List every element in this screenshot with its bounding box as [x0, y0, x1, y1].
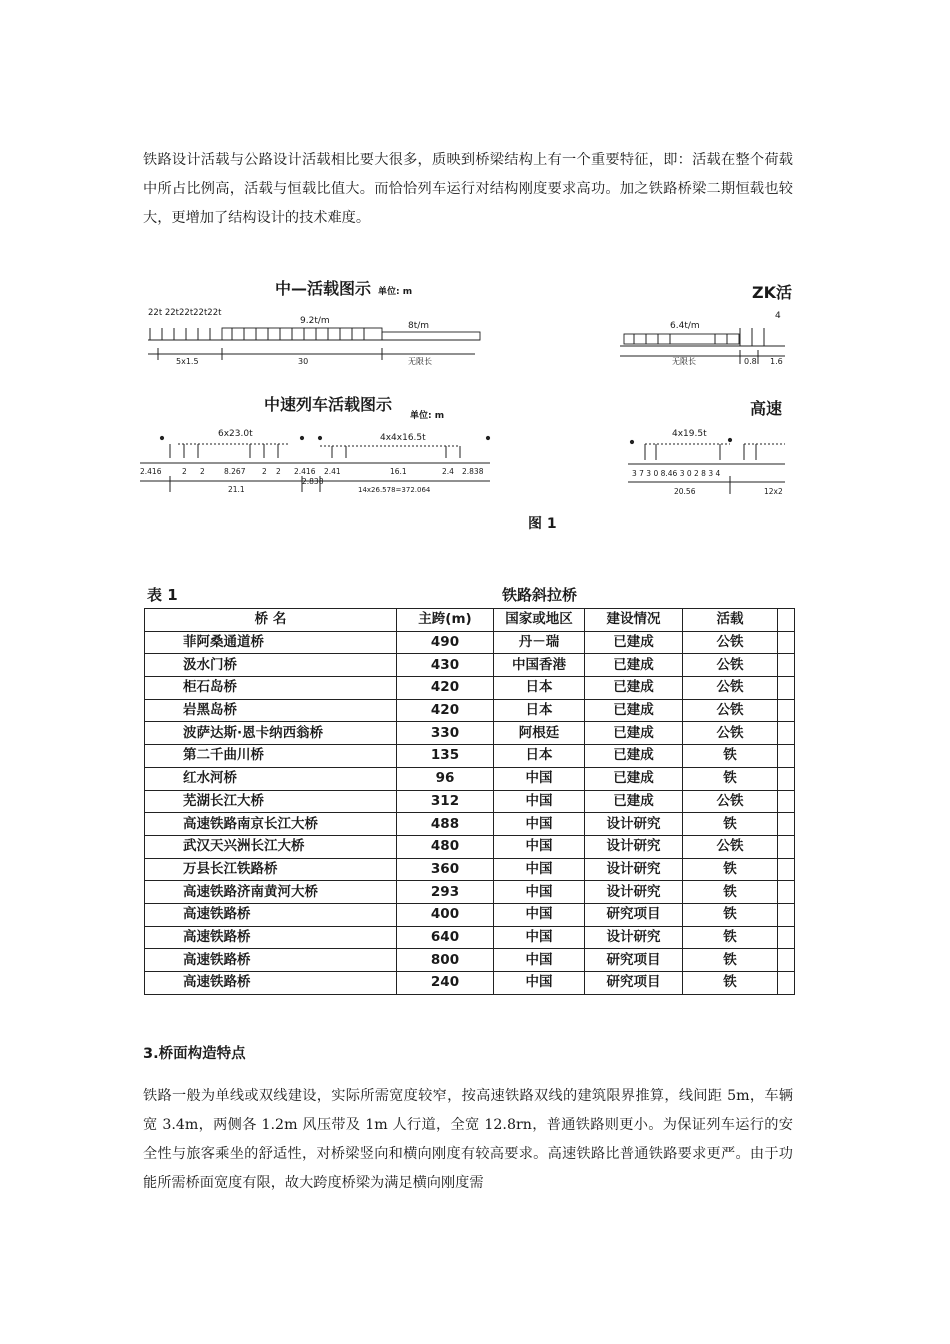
cell-name: 汲水门桥: [145, 654, 397, 677]
cell-name: 高速铁路南京长江大桥: [145, 813, 397, 836]
panel-zhongyi-uniform-2: 8t/m: [408, 321, 430, 331]
cell-cropped: [778, 903, 795, 926]
panel-zhongsu-dim-row2-2: 14x26.578=372.064: [358, 486, 431, 494]
cell-cropped: [778, 654, 795, 677]
panel-gaosu-dim-row2-1: 12x2: [764, 487, 783, 496]
cell-name: 柜石岛桥: [145, 677, 397, 700]
cell-span: 312: [397, 790, 494, 813]
table-row: [145, 677, 795, 700]
cell-name: 芜湖长江大桥: [145, 790, 397, 813]
cell-country: 中国: [494, 813, 585, 836]
header-span: 主跨(m): [397, 609, 494, 632]
panel-zhongsu-dim-0: 2.416: [140, 467, 162, 476]
cell-status: 设计研究: [585, 813, 683, 836]
cell-span: 488: [397, 813, 494, 836]
panel-zk-dim-1: 无限长: [672, 357, 696, 366]
cell-span: 490: [397, 631, 494, 654]
panel-zhongyi-uniform-1: 9.2t/m: [300, 316, 330, 326]
cell-cropped: [778, 699, 795, 722]
cell-name: 高速铁路桥: [145, 926, 397, 949]
cell-cropped: [778, 790, 795, 813]
panel-gaosu-dims-row1: 3 7 3 0 8.46 3 0 2 8 3 4: [632, 469, 721, 478]
cell-name: 岩黑岛桥: [145, 699, 397, 722]
cell-load: 公铁: [683, 631, 778, 654]
cell-status: 已建成: [585, 722, 683, 745]
header-load: 活载: [683, 609, 778, 632]
cell-status: 已建成: [585, 745, 683, 768]
table-row: [145, 699, 795, 722]
cell-cropped: [778, 767, 795, 790]
cell-name: 万县长江铁路桥: [145, 858, 397, 881]
cell-load: 铁: [683, 903, 778, 926]
panel-zk-load-right: 4: [775, 311, 781, 321]
panel-zhongyi-unit: 单位: m: [378, 287, 413, 297]
cell-country: 丹－瑞: [494, 631, 585, 654]
cell-name: 高速铁路桥: [145, 949, 397, 972]
panel-zhongyi-dim-3: 无限长: [408, 357, 432, 366]
cell-status: 已建成: [585, 631, 683, 654]
bridge-table: [144, 608, 795, 995]
cell-country: 中国: [494, 972, 585, 995]
cell-name: 高速铁路济南黄河大桥: [145, 881, 397, 904]
cell-load: 铁: [683, 881, 778, 904]
cell-cropped: [778, 813, 795, 836]
cell-status: 研究项目: [585, 903, 683, 926]
panel-zhongsu-dim-5: 2: [276, 467, 281, 476]
panel-zhongsu-load-diagram: [140, 395, 490, 494]
cell-status: 设计研究: [585, 858, 683, 881]
panel-zhongsu-dim-6: 2.416: [294, 467, 316, 476]
cell-cropped: [778, 926, 795, 949]
cell-span: 800: [397, 949, 494, 972]
cell-cropped: [778, 949, 795, 972]
panel-zhongsu-dim-3: 8.267: [224, 467, 246, 476]
table-row: [145, 722, 795, 745]
panel-zhongsu-dim-10: 2.838: [462, 467, 484, 476]
table-row: [145, 654, 795, 677]
cell-cropped: [778, 972, 795, 995]
panel-zk-title: ZK活: [752, 283, 793, 302]
cell-status: 已建成: [585, 790, 683, 813]
table-row: [145, 767, 795, 790]
cell-name: 武汉天兴洲长江大桥: [145, 835, 397, 858]
panel-zk-dim-3: 1.6: [770, 357, 783, 366]
panel-zhongyi-title: 中—活载图示: [275, 279, 372, 298]
panel-zhongsu-load-1: 6x23.0t: [218, 429, 253, 439]
cell-name: 高速铁路桥: [145, 972, 397, 995]
table-label: 表 1: [147, 586, 178, 604]
cell-name: 第二千曲川桥: [145, 745, 397, 768]
cell-span: 360: [397, 858, 494, 881]
body-paragraph: 铁路一般为单线或双线建设，实际所需宽度较窄，按高速铁路双线的建筑限界推算，线间距 5m，车辆宽 3.4m，两侧各 1.2m 风压带及 1m 人行道，全宽 12.8rn，普通铁路则更小。为保证列车运行的安全性与旅客乘坐的舒适性，对桥梁竖向和横向刚度有较高要求。高速铁路比普通铁路要求更严。由于功能所需桥面宽度有限，故大跨度桥梁为满足横向刚度需: [143, 1088, 793, 1191]
cell-country: 日本: [494, 745, 585, 768]
panel-zhongsu-dim-7: 2.41: [324, 467, 341, 476]
cell-country: 中国: [494, 835, 585, 858]
cell-load: 公铁: [683, 699, 778, 722]
panel-gaosu-load-diagram: [628, 399, 785, 496]
cell-load: 铁: [683, 949, 778, 972]
panel-zhongyi-load-diagram: [148, 279, 480, 366]
cell-load: 铁: [683, 926, 778, 949]
panel-gaosu-load-1: 4x19.5t: [672, 429, 707, 439]
cell-span: 420: [397, 699, 494, 722]
table-header-row: [145, 609, 795, 632]
panel-zhongyi-dim-2: 30: [298, 357, 309, 366]
cell-load: 铁: [683, 745, 778, 768]
table-row: [145, 881, 795, 904]
panel-gaosu-title: 高速: [750, 399, 783, 418]
cell-country: 日本: [494, 677, 585, 700]
cell-status: 设计研究: [585, 835, 683, 858]
cell-load: 铁: [683, 858, 778, 881]
panel-zhongsu-dim-row2-0: 21.1: [228, 485, 245, 494]
panel-zk-load-diagram: [620, 283, 792, 366]
cell-country: 中国: [494, 790, 585, 813]
figure-1: [140, 268, 793, 540]
table-title: 铁路斜拉桥: [502, 586, 578, 604]
table-row: [145, 949, 795, 972]
cell-status: 研究项目: [585, 972, 683, 995]
table-row: [145, 745, 795, 768]
cell-cropped: [778, 745, 795, 768]
cell-cropped: [778, 881, 795, 904]
panel-zhongsu-dim-9: 2.4: [442, 467, 454, 476]
cell-name: 波萨达斯·恩卡纳西翁桥: [145, 722, 397, 745]
cell-status: 已建成: [585, 654, 683, 677]
header-country: 国家或地区: [494, 609, 585, 632]
cell-load: 公铁: [683, 677, 778, 700]
header-name: 桥 名: [145, 609, 397, 632]
panel-zhongsu-dim-8: 16.1: [390, 467, 407, 476]
cell-span: 480: [397, 835, 494, 858]
panel-gaosu-dim-row2-0: 20.56: [674, 487, 696, 496]
header-cropped: [778, 609, 795, 632]
cell-status: 研究项目: [585, 949, 683, 972]
cell-span: 430: [397, 654, 494, 677]
cell-name: 红水河桥: [145, 767, 397, 790]
section-heading: 3.桥面构造特点: [143, 1046, 246, 1062]
cell-load: 公铁: [683, 722, 778, 745]
cell-span: 640: [397, 926, 494, 949]
cell-span: 293: [397, 881, 494, 904]
cell-cropped: [778, 631, 795, 654]
table-row: [145, 858, 795, 881]
table-row: [145, 835, 795, 858]
cell-status: 设计研究: [585, 926, 683, 949]
panel-zk-uniform: 6.4t/m: [670, 321, 700, 331]
cell-span: 240: [397, 972, 494, 995]
cell-country: 中国: [494, 949, 585, 972]
cell-status: 设计研究: [585, 881, 683, 904]
panel-zhongsu-load-2: 4x4x16.5t: [380, 433, 426, 443]
cell-load: 铁: [683, 972, 778, 995]
cell-country: 中国香港: [494, 654, 585, 677]
cell-status: 已建成: [585, 699, 683, 722]
panel-zhongsu-dim-4: 2: [262, 467, 267, 476]
panel-zhongsu-dim-1: 2: [182, 467, 187, 476]
cell-country: 中国: [494, 926, 585, 949]
cell-country: 中国: [494, 767, 585, 790]
cell-country: 中国: [494, 858, 585, 881]
cell-name: 高速铁路桥: [145, 903, 397, 926]
cell-country: 阿根廷: [494, 722, 585, 745]
cell-span: 135: [397, 745, 494, 768]
cell-load: 公铁: [683, 654, 778, 677]
table-row: [145, 631, 795, 654]
table-row: [145, 790, 795, 813]
cell-country: 中国: [494, 903, 585, 926]
cell-cropped: [778, 722, 795, 745]
cell-load: 铁: [683, 767, 778, 790]
cell-cropped: [778, 858, 795, 881]
cell-cropped: [778, 835, 795, 858]
cell-span: 400: [397, 903, 494, 926]
intro-paragraph: 铁路设计活载与公路设计活载相比要大很多，质映到桥梁结构上有一个重要特征，即：活载在整个荷载中所占比例高，活载与恒载比值大。而恰恰列车运行对结构刚度要求高功。加之铁路桥梁二期恒载也较大，更增加了结构设计的技术难度。: [143, 152, 793, 226]
cell-country: 日本: [494, 699, 585, 722]
table-row: [145, 972, 795, 995]
table-row: [145, 813, 795, 836]
cell-country: 中国: [494, 881, 585, 904]
cell-span: 420: [397, 677, 494, 700]
cell-load: 公铁: [683, 790, 778, 813]
table-row: [145, 926, 795, 949]
cell-span: 96: [397, 767, 494, 790]
cell-status: 已建成: [585, 677, 683, 700]
cell-status: 已建成: [585, 767, 683, 790]
panel-zhongsu-title: 中速列车活载图示: [264, 395, 393, 414]
panel-zhongsu-unit: 单位: m: [410, 411, 445, 421]
figure-caption: 图 1: [528, 516, 557, 532]
table-caption: [147, 584, 787, 606]
cell-load: 公铁: [683, 835, 778, 858]
cell-span: 330: [397, 722, 494, 745]
cell-load: 铁: [683, 813, 778, 836]
table-row: [145, 903, 795, 926]
cell-cropped: [778, 677, 795, 700]
panel-zk-dim-2: 0.8: [744, 357, 757, 366]
panel-zhongyi-dim-1: 5x1.5: [176, 357, 199, 366]
panel-zhongsu-dim-row2-1: 2.838: [302, 477, 324, 486]
panel-zhongsu-dim-2: 2: [200, 467, 205, 476]
cell-name: 菲阿桑通道桥: [145, 631, 397, 654]
header-status: 建设情况: [585, 609, 683, 632]
panel-zhongyi-axle-loads: 22t 22t22t22t22t: [148, 308, 222, 318]
bridge-table-container: [144, 608, 782, 1010]
